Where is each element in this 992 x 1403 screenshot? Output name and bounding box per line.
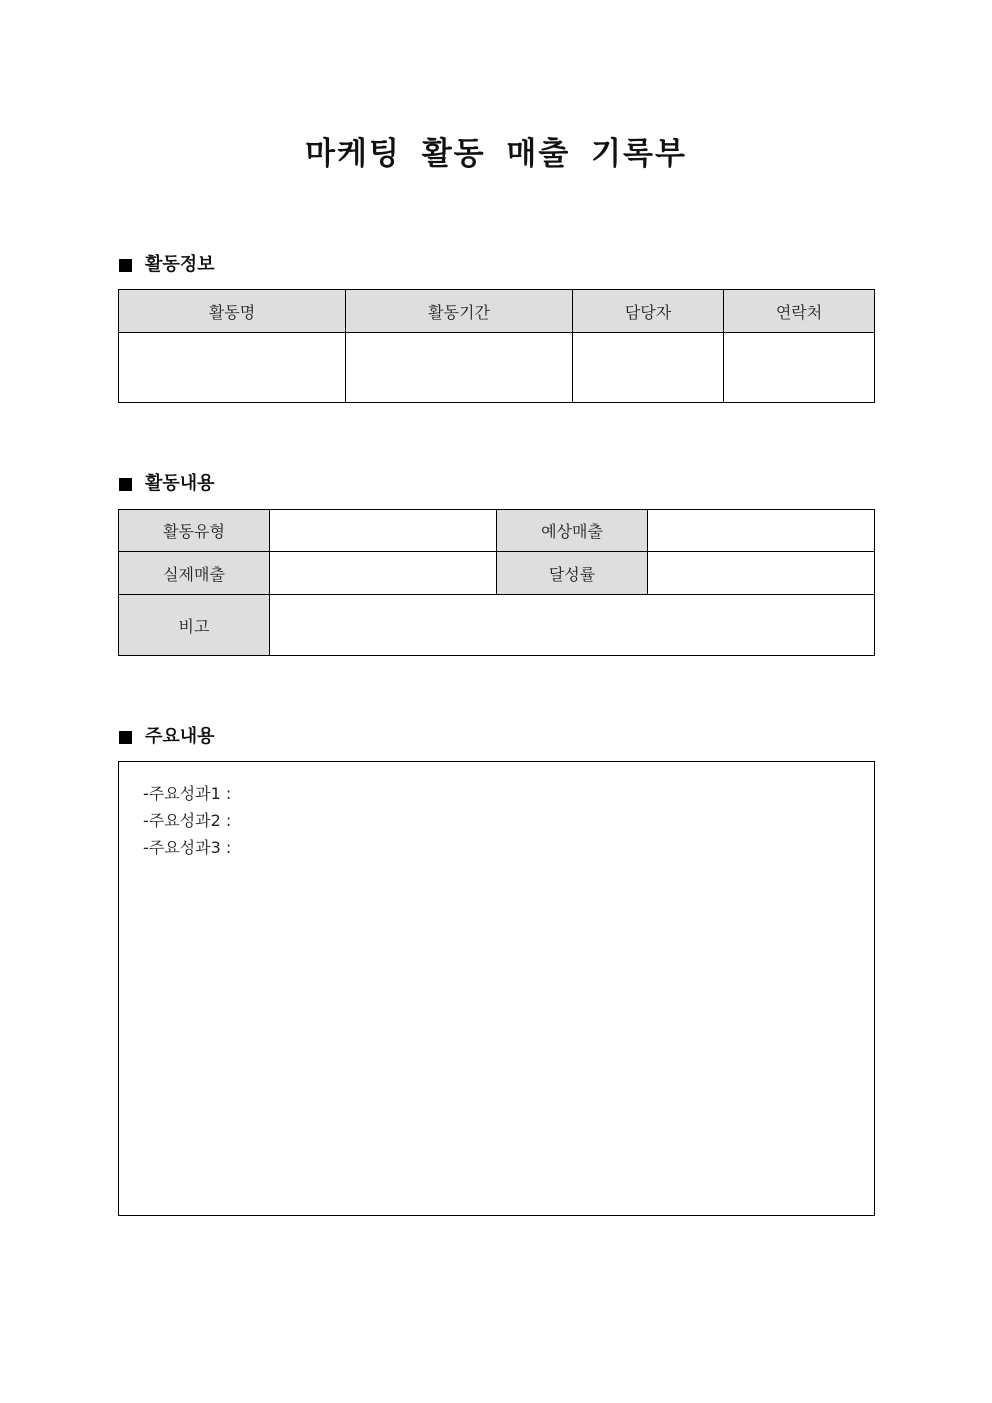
list-item: -주요성과1 : bbox=[143, 784, 232, 803]
section-heading-label: 활동내용 bbox=[145, 473, 215, 494]
actual-sales-cell[interactable] bbox=[270, 552, 497, 595]
document-title: 마케팅 활동 매출 기록부 bbox=[305, 136, 687, 172]
section-heading-label: 주요내용 bbox=[145, 726, 215, 747]
column-header-contact: 연락처 bbox=[724, 290, 875, 333]
section-heading-activity-info bbox=[119, 253, 215, 277]
table-row bbox=[119, 595, 875, 656]
label-remarks: 비고 bbox=[119, 595, 270, 656]
manager-cell[interactable] bbox=[573, 333, 724, 403]
main-content-list bbox=[143, 780, 231, 861]
table-header-row bbox=[119, 290, 875, 333]
activity-info-table bbox=[118, 289, 875, 403]
label-achievement-rate: 달성률 bbox=[497, 552, 648, 595]
list-item: -주요성과2 : bbox=[143, 811, 232, 830]
activity-period-cell[interactable] bbox=[346, 333, 573, 403]
section-heading-main-content bbox=[119, 725, 215, 749]
table-row bbox=[119, 552, 875, 595]
black-square-bullet-icon bbox=[119, 259, 132, 272]
section-heading-label: 활동정보 bbox=[145, 254, 215, 275]
column-header-activity-period: 활동기간 bbox=[346, 290, 573, 333]
black-square-bullet-icon bbox=[119, 478, 132, 491]
list-item: -주요성과3 : bbox=[143, 838, 232, 857]
section-heading-activity-content bbox=[119, 472, 215, 496]
label-actual-sales: 실제매출 bbox=[119, 552, 270, 595]
main-content-box[interactable] bbox=[118, 761, 875, 1216]
achievement-rate-cell[interactable] bbox=[648, 552, 875, 595]
label-activity-type: 활동유형 bbox=[119, 510, 270, 552]
activity-content-table bbox=[118, 509, 875, 656]
column-header-activity-name: 활동명 bbox=[119, 290, 346, 333]
contact-cell[interactable] bbox=[724, 333, 875, 403]
expected-sales-cell[interactable] bbox=[648, 510, 875, 552]
table-row bbox=[119, 510, 875, 552]
remarks-cell[interactable] bbox=[270, 595, 875, 656]
activity-name-cell[interactable] bbox=[119, 333, 346, 403]
label-expected-sales: 예상매출 bbox=[497, 510, 648, 552]
table-row bbox=[119, 333, 875, 403]
column-header-manager: 담당자 bbox=[573, 290, 724, 333]
activity-type-cell[interactable] bbox=[270, 510, 497, 552]
black-square-bullet-icon bbox=[119, 731, 132, 744]
